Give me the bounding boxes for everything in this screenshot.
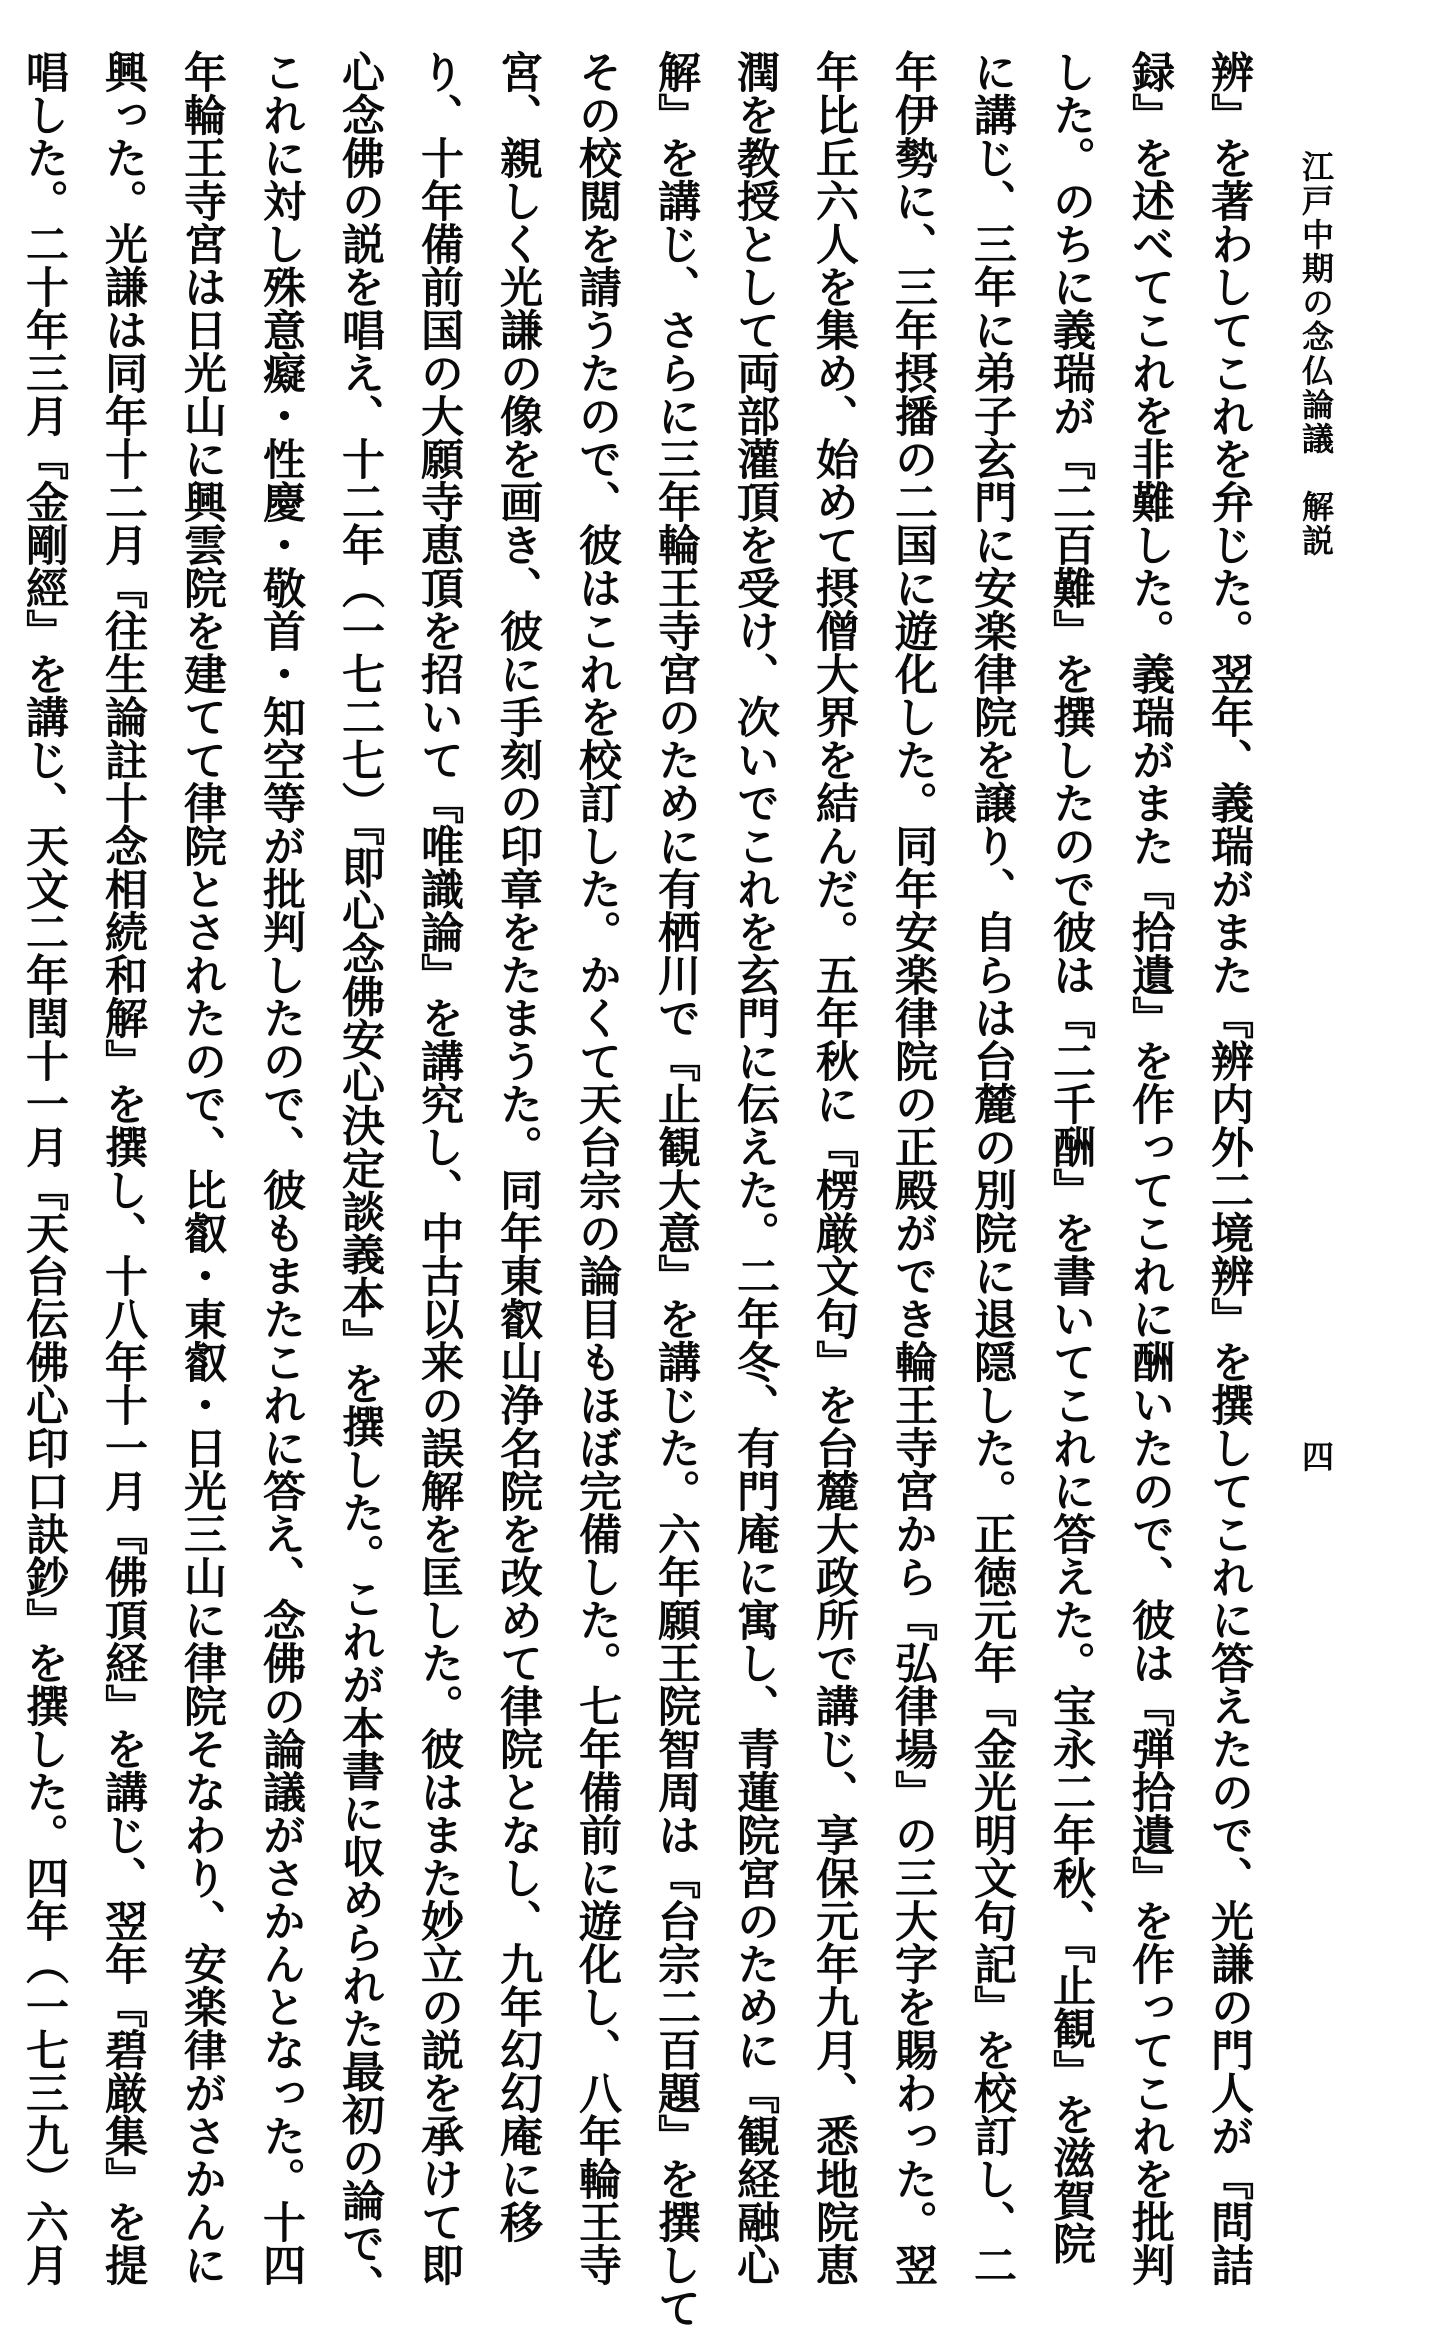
running-title: 江戸中期の念仏論議 解説 [1297, 150, 1335, 558]
text-line: に講じ、三年に弟子玄門に安楽律院を譲り、自らは台麓の別院に退隠した。正徳元年『金光明文句記』を校訂し、二 [967, 50, 1017, 2286]
text-line: 年伊勢に、三年摂播の二国に遊化した。同年安楽律院の正殿ができ輪王寺宮から『弘律場』の三大字を賜わった。翌 [888, 50, 938, 2286]
text-line: 興った。光謙は同年十二月『往生論註十念相続和解』を撰し、十八年十一月『佛頂経』を講じ、翌年『碧厳集』を提 [98, 50, 148, 2286]
text-line: これに対し殊意癡・性慶・敬首・知空等が批判したので、彼もまたこれに答え、念佛の論議がさかんとなった。十四 [256, 50, 306, 2286]
text-line: り、十年備前国の大願寺恵頂を招いて『唯識論』を講究し、中古以来の誤解を匡した。彼はまた妙立の説を承けて即 [414, 50, 464, 2286]
body-text [4, 50, 1268, 2329]
text-line: 宮、親しく光謙の像を画き、彼に手刻の印章をたまうた。同年東叡山浄名院を改めて律院となし、九年幻幻庵に移 [493, 50, 543, 2243]
text-line: 唱した。二十年三月『金剛經』を講じ、天文二年閏十一月『天台伝佛心印口訣鈔』を撰した。四年（一七三九）六月 [19, 50, 69, 2286]
text-line: した。のちに義瑞が『二百難』を撰したので彼は『二千酬』を書いてこれに答えた。宝永二年秋、『止観』を滋賀院 [1046, 50, 1096, 2265]
text-line: 年比丘六人を集め、始めて摂僧大界を結んだ。五年秋に『楞厳文句』を台麓大政所で講じ、享保元年九月、悉地院恵 [809, 50, 859, 2286]
text-line: 辨』を著わしてこれを弁じた。翌年、義瑞がまた『辨内外二境辨』を撰してこれに答えたので、光謙の門人が『問詰 [1204, 50, 1254, 2286]
text-line: 年輪王寺宮は日光山に興雲院を建てて律院とされたので、比叡・東叡・日光三山に律院そなわり、安楽律がさかんに [177, 50, 227, 2286]
text-line: 心念佛の説を唱え、十二年（一七二七）『即心念佛安心決定談義本』を撰した。これが本書に収められた最初の論で、 [335, 50, 385, 2308]
text-line: 解』を講じ、さらに三年輪王寺宮のために有栖川で『止観大意』を講じた。六年願王院智周は『台宗二百題』を撰して [651, 50, 701, 2329]
text-line: 録』を述べてこれを非難した。義瑞がまた『拾遺』を作ってこれに酬いたので、彼は『弾拾遺』を作ってこれを批判 [1125, 50, 1175, 2286]
text-line: その校閲を請うたので、彼はこれを校訂した。かくて天台宗の論目もほぼ完備した。七年備前に遊化し、八年輪王寺 [572, 50, 622, 2286]
page-number: 四 [1297, 1440, 1335, 1472]
text-line: 潤を教授として両部灌頂を受け、次いでこれを玄門に伝えた。二年冬、有門庵に寓し、青蓮院宮のために『観経融心 [730, 50, 780, 2286]
